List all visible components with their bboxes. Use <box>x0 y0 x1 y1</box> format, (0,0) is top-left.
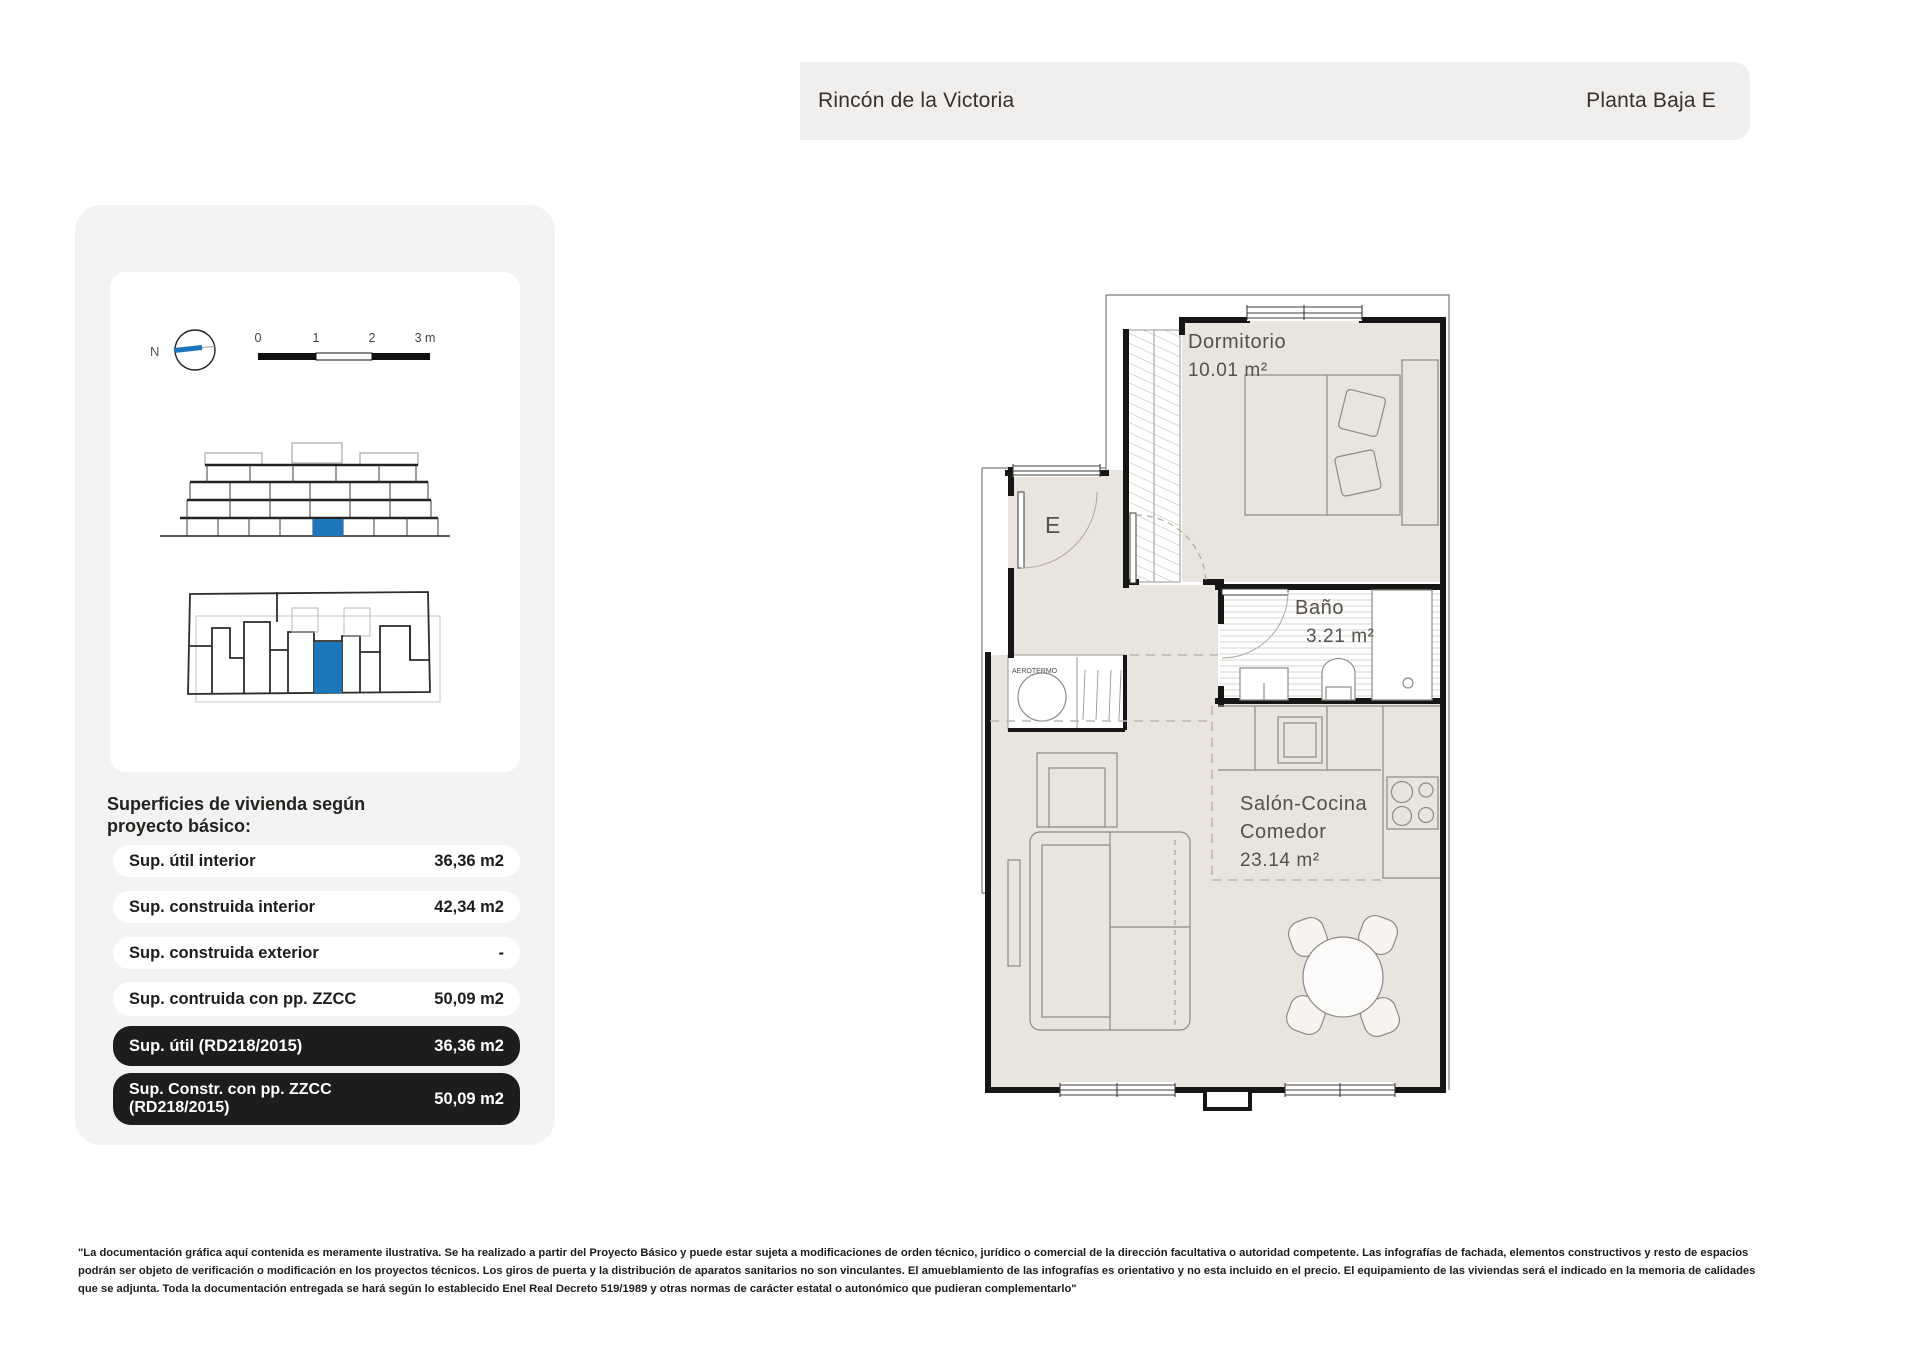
room-label-salon-line1: Salón-Cocina <box>1240 793 1368 815</box>
svg-text:0: 0 <box>254 331 262 345</box>
svg-text:2: 2 <box>368 331 376 345</box>
room-label-dormitorio: Dormitorio <box>1188 331 1287 353</box>
surface-row: Sup. construida interior 42,34 m2 <box>113 891 520 923</box>
surface-row: Sup. construida exterior - <box>113 937 520 969</box>
compass-and-scale <box>120 320 460 380</box>
dining-table <box>1303 937 1383 1017</box>
header-band <box>800 62 1750 140</box>
surface-row: Sup. contruida con pp. ZZCC 50,09 m2 <box>113 982 520 1016</box>
entry-sidelight <box>1013 463 1100 477</box>
surfaces-heading: Superficies de vivienda según proyecto básico: <box>107 794 366 836</box>
scale-bar <box>255 331 436 360</box>
project-title: Rincón de la Victoria <box>818 89 1015 112</box>
surface-row: Sup. útil interior 36,36 m2 <box>113 845 520 877</box>
window-bottom-left <box>1060 1082 1175 1098</box>
room-label-bano: Baño <box>1295 597 1345 619</box>
floor-plan <box>790 225 1460 1115</box>
room-area-salon: 23.14 m² <box>1240 850 1320 871</box>
window-bottom-right <box>1285 1082 1395 1098</box>
facade-pillar <box>1205 1090 1250 1109</box>
aerotermo-closet <box>1008 655 1125 730</box>
shower-tray <box>1372 590 1432 700</box>
room-label-salon-line2: Comedor <box>1240 821 1327 843</box>
plan-title: Planta Baja E <box>1586 89 1716 112</box>
svg-text:3 m: 3 m <box>414 331 436 345</box>
surface-row-dark: Sup. Constr. con pp. ZZCC (RD218/2015) 50,09 m2 <box>113 1073 520 1125</box>
window-top <box>1247 304 1362 321</box>
surface-row-dark: Sup. útil (RD218/2015) 36,36 m2 <box>113 1026 520 1066</box>
highlighted-unit-siteplan <box>314 642 342 693</box>
entry-label: E <box>1045 512 1061 538</box>
compass-needle <box>174 348 202 351</box>
room-area-bano: 3.21 m² <box>1306 626 1375 647</box>
aerotermo-label: AEROTERMO <box>1012 668 1058 675</box>
building-elevation-diagram <box>150 435 460 550</box>
compass-north-label: N <box>150 344 160 359</box>
disclaimer: "La documentación gráfica aquí contenida es meramente ilustrativa. Se ha realizado a partir del Proyecto Básico y puede estar sujeta a modificaciones de orden técnico, jurídico o comercial de la dirección facultativa o autoridad competente. Las infografías de fachada, elementos constructivos y resto de espacios podrán ser objeto de verificación o modificación en los proyectos técnicos. Los giros de puerta y la distribución de aparatos sanitarios no son vinculantes. El amueblamiento de las infografías es orientativo y no esta incluido en el precio. El equipamiento de las viviendas será el indicado en la memoria de calidades que se adjunta. Toda la documentación entregada se hará según lo establecido Enel Real Decreto 519/1989 y otras normas de carácter estatal o autonómico que pudieran complementarlo" <box>78 1247 1756 1295</box>
svg-text:1: 1 <box>312 331 320 345</box>
highlighted-unit-elevation <box>313 519 343 536</box>
site-key-plan-diagram <box>182 588 444 708</box>
room-area-dormitorio: 10.01 m² <box>1188 360 1268 381</box>
